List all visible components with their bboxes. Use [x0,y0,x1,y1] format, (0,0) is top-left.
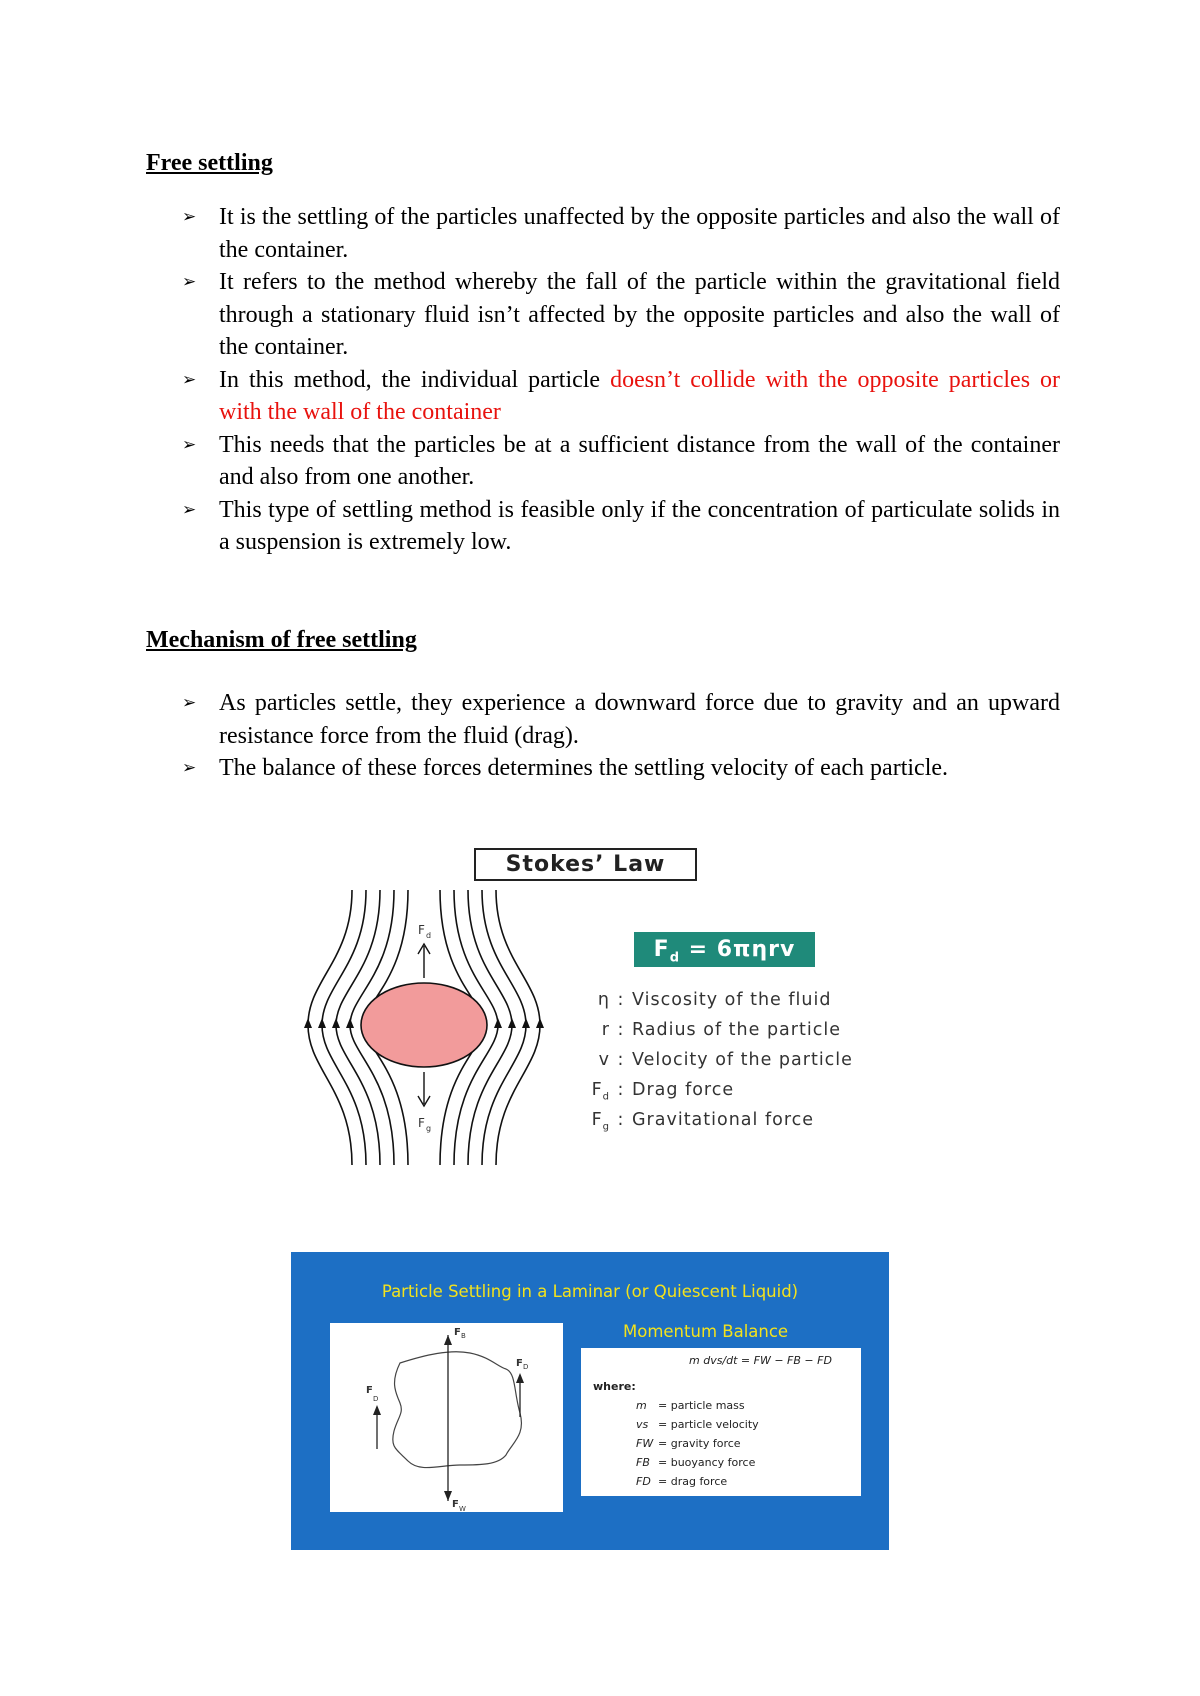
svg-text:d: d [426,931,432,940]
arrowhead-bullet-icon: ➢ [182,693,197,713]
particle-circle [361,983,487,1067]
stokes-formula-box: $F_d = 6\pi\eta rv$ [634,932,815,967]
particle-force-diagram [330,1323,563,1512]
definition-row: m = particle mass [636,1399,745,1412]
bullet-text: As particles settle, they experience a downward force due to gravity and an upward resistance force from the fluid (drag). [219,690,1060,749]
legend-row: v : Velocity of the particle [598,1050,853,1070]
svg-text:F: F [516,1358,523,1369]
svg-text:g: g [426,1124,432,1133]
svg-text:D: D [373,1395,379,1403]
svg-text:F: F [454,1327,461,1338]
legend-text: Radius of the particle [632,1020,841,1040]
bullet-text: It refers to the method whereby the fall of the particle within the gravitational field through a stationary fluid isn’t affected by the opposite particles and also the wall of the container. [219,269,1060,360]
legend-text: Gravitational force [632,1110,815,1130]
momentum-equation-box [581,1348,861,1496]
bullet-item [146,364,1060,429]
definition-row: FW = gravity force [636,1437,741,1450]
legend-row: $F_g$ : Gravitational force [591,1110,815,1133]
momentum-equation: m dvs/dt = FW − FB − FD [689,1354,832,1367]
bullet-item [146,752,1060,785]
highlighted-text: doesn’t collide with the opposite particles or with the wall of the container [219,366,1060,425]
stokes-law-title: Stokes’ Law [474,848,697,881]
variable-definitions [636,1396,759,1491]
definition-row: FD = drag force [636,1475,728,1488]
free-settling-bullet-list [146,201,1060,559]
svg-text:F: F [366,1385,373,1396]
legend-text: Viscosity of the fluid [632,990,832,1010]
momentum-panel-title: Particle Settling in a Laminar (or Quiescent Liquid) [381,1282,799,1301]
arrowhead-bullet-icon: ➢ [182,272,197,292]
svg-text:D: D [523,1363,529,1371]
legend-row: $F_d$ : Drag force [591,1080,735,1103]
arrowhead-bullet-icon: ➢ [182,758,197,778]
bullet-text: It is the settling of the particles unaffected by the opposite particles and also the wall of the container. [219,204,1060,263]
bullet-item [146,201,1060,266]
bullet-text: The balance of these forces determines the settling velocity of each particle. [219,755,949,781]
drag-force-label: F [418,923,425,937]
arrowhead-bullet-icon: ➢ [182,207,197,227]
legend-row: r : Radius of the particle [601,1020,841,1040]
definition-row: vs = particle velocity [636,1418,759,1431]
section-heading-free-settling: Free settling [146,150,273,176]
mechanism-bullet-list [146,687,1060,785]
momentum-balance-panel [291,1252,889,1550]
bullet-item [146,429,1060,494]
definition-row: FB = buoyancy force [636,1456,756,1469]
svg-text:W: W [459,1505,466,1512]
arrowhead-bullet-icon: ➢ [182,434,197,455]
bullet-text: This type of settling method is feasible only if the concentration of particulate solids in a suspension is extremely low. [219,496,1060,555]
bullet-text: This needs that the particles be at a sufficient distance from the wall of the container and also from one another. [219,431,1060,490]
stokes-legend [566,985,853,1135]
legend-row: η : Viscosity of the fluid [597,990,832,1010]
legend-text: Velocity of the particle [632,1050,853,1070]
bullet-item [146,687,1060,752]
arrowhead-bullet-icon: ➢ [182,499,197,520]
bullet-item [146,494,1060,559]
bullet-text: In this method, the individual particle [219,366,611,393]
legend-text: Drag force [632,1080,735,1100]
irregular-particle-outline [393,1352,522,1468]
bullet-item [146,266,1060,364]
section-heading-mechanism: Mechanism of free settling [146,627,417,653]
momentum-panel-subtitle: Momentum Balance [623,1322,789,1341]
gravity-force-label: F [418,1116,425,1130]
svg-text:F: F [452,1499,459,1510]
arrowhead-bullet-icon: ➢ [182,369,197,390]
where-label: where: [593,1380,636,1393]
stokes-flow-diagram [300,890,580,1165]
svg-text:B: B [461,1332,466,1340]
